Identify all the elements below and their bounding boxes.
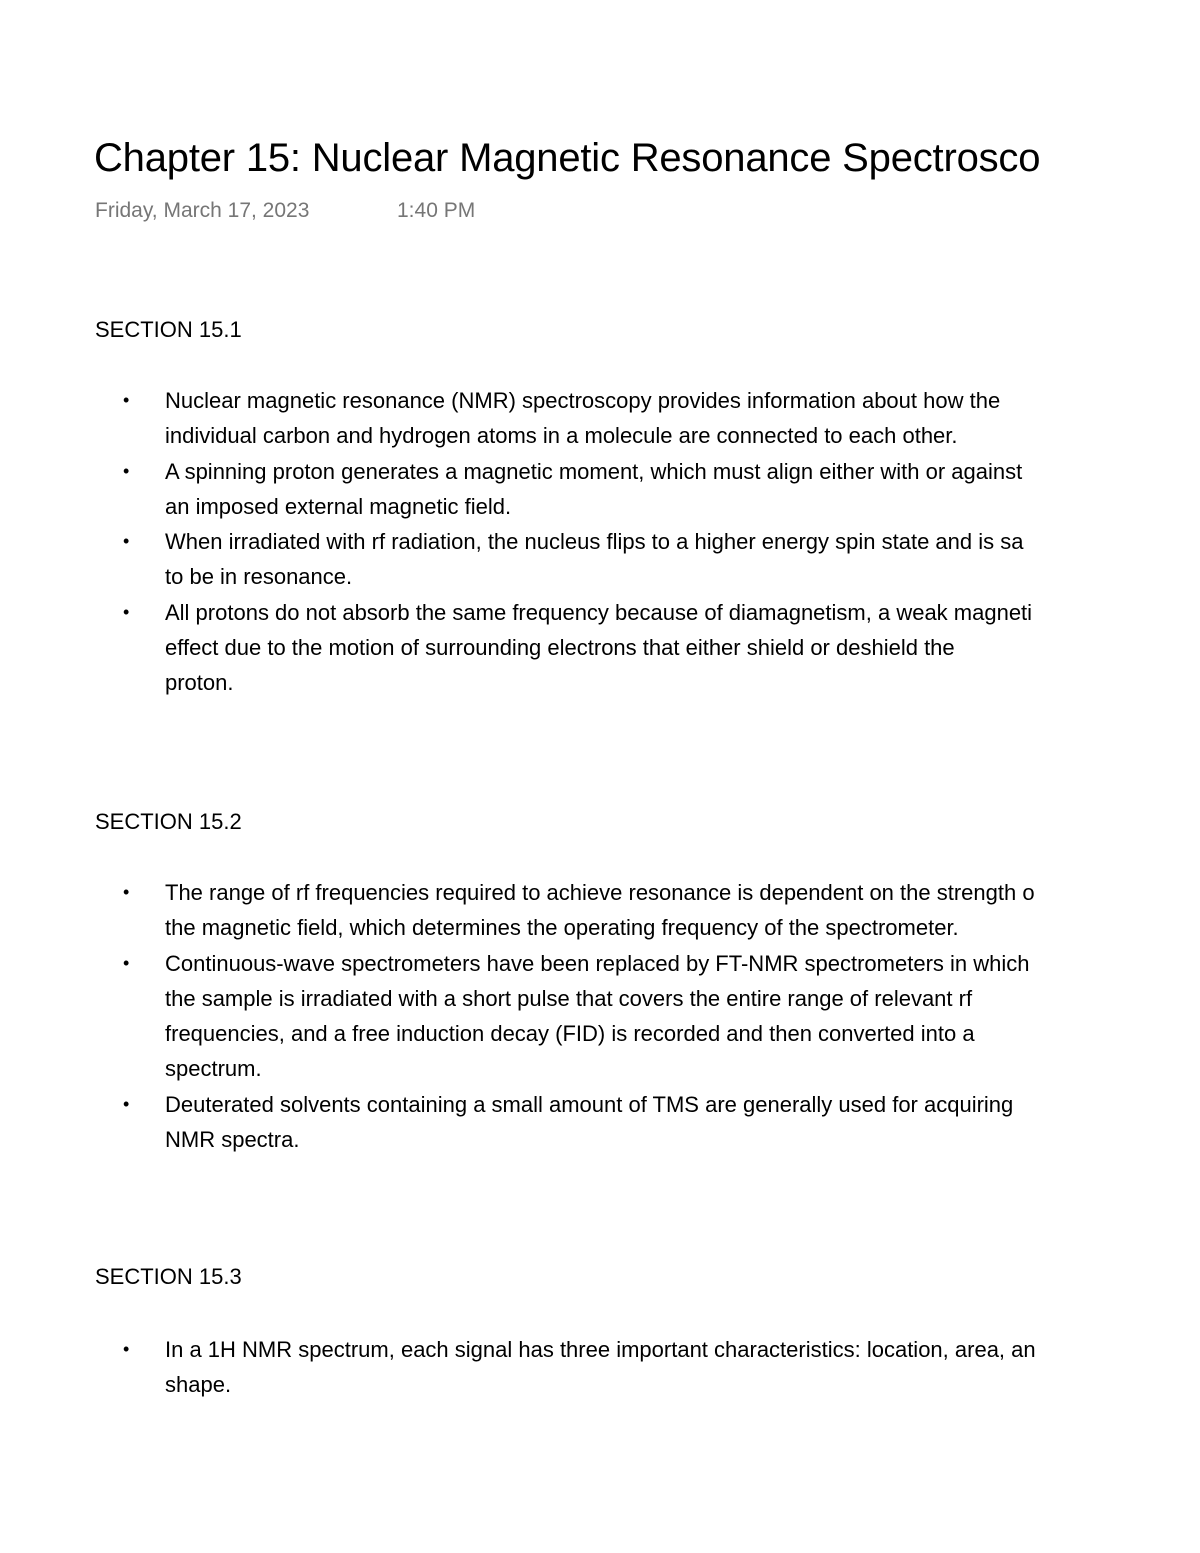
section-15-1-list <box>0 383 1200 701</box>
list-item <box>0 595 1200 701</box>
bullet-line: an imposed external magnetic field. <box>165 493 512 519</box>
bullet-line: NMR spectra. <box>165 1127 300 1153</box>
list-item <box>0 1332 1200 1403</box>
bullet-line: effect due to the motion of surrounding electrons that either shield or deshield the <box>165 635 955 661</box>
list-item <box>0 454 1200 525</box>
bullet-icon: • <box>123 952 130 973</box>
bullet-line: individual carbon and hydrogen atoms in a molecule are connected to each other. <box>165 423 958 449</box>
bullet-icon: • <box>123 601 130 622</box>
section-15-3-list <box>0 1332 1200 1403</box>
page-date: Friday, March 17, 2023 <box>95 199 310 222</box>
bullet-line: A spinning proton generates a magnetic moment, which must align either with or against <box>165 458 1023 484</box>
bullet-line: In a 1H NMR spectrum, each signal has three important characteristics: location, area, an <box>165 1337 1036 1362</box>
bullet-line: When irradiated with rf radiation, the nucleus flips to a higher energy spin state and is sa <box>165 529 1024 555</box>
bullet-line: to be in resonance. <box>165 564 353 590</box>
list-item <box>0 383 1200 454</box>
bullet-icon: • <box>123 1339 130 1359</box>
bullet-line: shape. <box>165 1372 232 1398</box>
bullet-line: proton. <box>165 670 234 696</box>
bullet-icon: • <box>123 390 130 410</box>
list-item <box>0 875 1200 946</box>
bullet-line: the sample is irradiated with a short pulse that covers the entire range of relevant rf <box>165 985 973 1011</box>
bullet-line: The range of rf frequencies required to achieve resonance is dependent on the strength o <box>165 880 1035 905</box>
page-time: 1:40 PM <box>397 199 476 222</box>
bullet-icon: • <box>123 531 130 552</box>
bullet-icon: • <box>123 882 130 902</box>
section-15-2-list <box>0 875 1200 1157</box>
section-heading-15-3: SECTION 15.3 <box>95 1264 242 1289</box>
bullet-line: the magnetic field, which determines the operating frequency of the spectrometer. <box>165 915 959 941</box>
bullet-icon: • <box>123 1093 130 1114</box>
bullet-line: All protons do not absorb the same frequency because of diamagnetism, a weak magneti <box>165 599 1033 625</box>
bullet-line: Nuclear magnetic resonance (NMR) spectroscopy provides information about how the <box>165 388 1001 413</box>
bullet-line: frequencies, and a free induction decay (FID) is recorded and then converted into a <box>165 1021 975 1047</box>
list-item <box>0 524 1200 595</box>
page-meta <box>95 199 476 223</box>
bullet-line: spectrum. <box>165 1056 262 1082</box>
bullet-icon: • <box>123 460 130 481</box>
section-heading-15-1: SECTION 15.1 <box>95 317 242 342</box>
bullet-line: Deuterated solvents containing a small amount of TMS are generally used for acquiring <box>165 1091 1014 1117</box>
list-item <box>0 946 1200 1087</box>
section-heading-15-2: SECTION 15.2 <box>95 809 242 834</box>
bullet-line: Continuous-wave spectrometers have been replaced by FT-NMR spectrometers in which <box>165 950 1030 976</box>
list-item <box>0 1087 1200 1158</box>
page-title: Chapter 15: Nuclear Magnetic Resonance Spectrosco <box>94 136 1041 180</box>
